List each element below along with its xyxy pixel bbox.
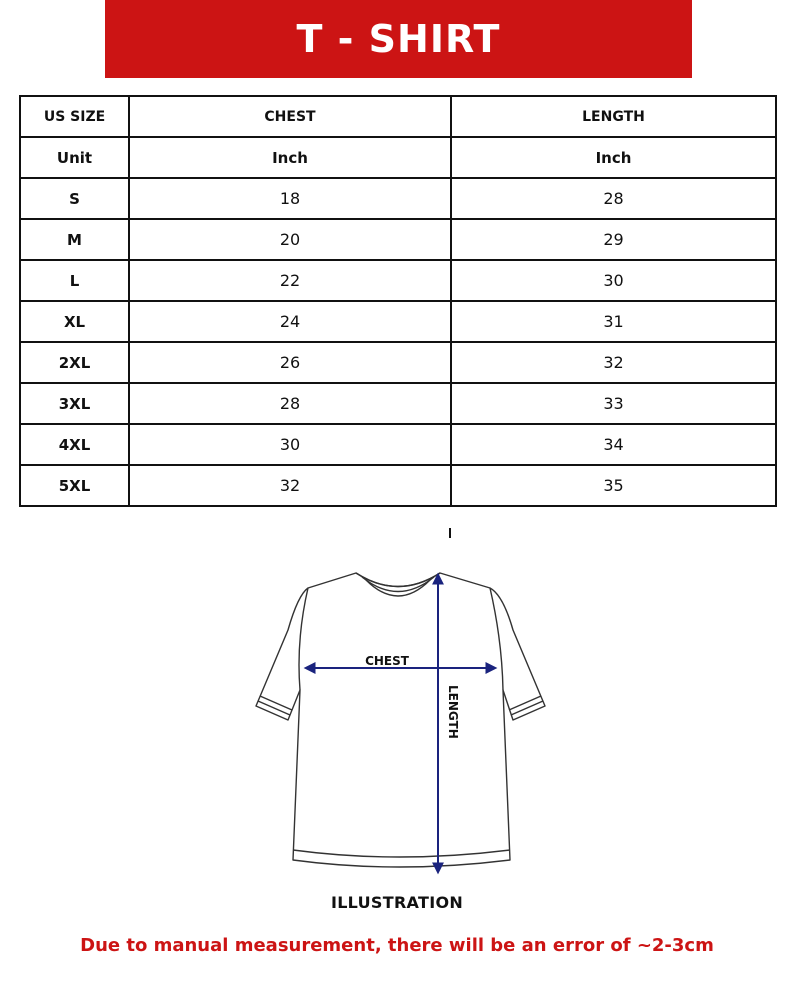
length-cell: 30 <box>451 260 776 301</box>
table-row <box>20 301 776 342</box>
chest-cell: 24 <box>129 301 451 342</box>
length-unit: Inch <box>451 137 776 178</box>
table-row <box>20 260 776 301</box>
length-cell: 33 <box>451 383 776 424</box>
chest-unit: Inch <box>129 137 451 178</box>
length-cell: 28 <box>451 178 776 219</box>
table-header-row <box>20 96 776 137</box>
table-row <box>20 342 776 383</box>
table-row <box>20 465 776 506</box>
table-divider-tail <box>449 528 451 538</box>
size-cell: 5XL <box>20 465 129 506</box>
header-chest: CHEST <box>129 96 451 137</box>
chest-cell: 18 <box>129 178 451 219</box>
size-chart-table <box>19 95 777 507</box>
length-cell: 32 <box>451 342 776 383</box>
tshirt-illustration <box>248 560 548 890</box>
tshirt-outline-icon <box>256 573 545 867</box>
length-label: LENGTH <box>446 685 460 739</box>
chest-cell: 30 <box>129 424 451 465</box>
chest-cell: 28 <box>129 383 451 424</box>
table-row <box>20 178 776 219</box>
table-row <box>20 424 776 465</box>
measurement-note: Due to manual measurement, there will be an error of ~2-3cm <box>80 935 714 956</box>
table-row <box>20 383 776 424</box>
size-cell: M <box>20 219 129 260</box>
size-cell: 4XL <box>20 424 129 465</box>
size-cell: 2XL <box>20 342 129 383</box>
table-row <box>20 219 776 260</box>
page-title: T - SHIRT <box>296 17 501 61</box>
length-cell: 34 <box>451 424 776 465</box>
length-cell: 31 <box>451 301 776 342</box>
chest-cell: 26 <box>129 342 451 383</box>
header-length: LENGTH <box>451 96 776 137</box>
unit-label: Unit <box>20 137 129 178</box>
title-banner <box>105 0 692 78</box>
header-us-size: US SIZE <box>20 96 129 137</box>
length-cell: 35 <box>451 465 776 506</box>
size-cell: XL <box>20 301 129 342</box>
unit-row <box>20 137 776 178</box>
size-cell: S <box>20 178 129 219</box>
chest-cell: 20 <box>129 219 451 260</box>
length-cell: 29 <box>451 219 776 260</box>
chest-cell: 32 <box>129 465 451 506</box>
chest-cell: 22 <box>129 260 451 301</box>
chest-label: CHEST <box>365 654 409 668</box>
illustration-caption: ILLUSTRATION <box>330 893 464 912</box>
size-cell: L <box>20 260 129 301</box>
size-cell: 3XL <box>20 383 129 424</box>
